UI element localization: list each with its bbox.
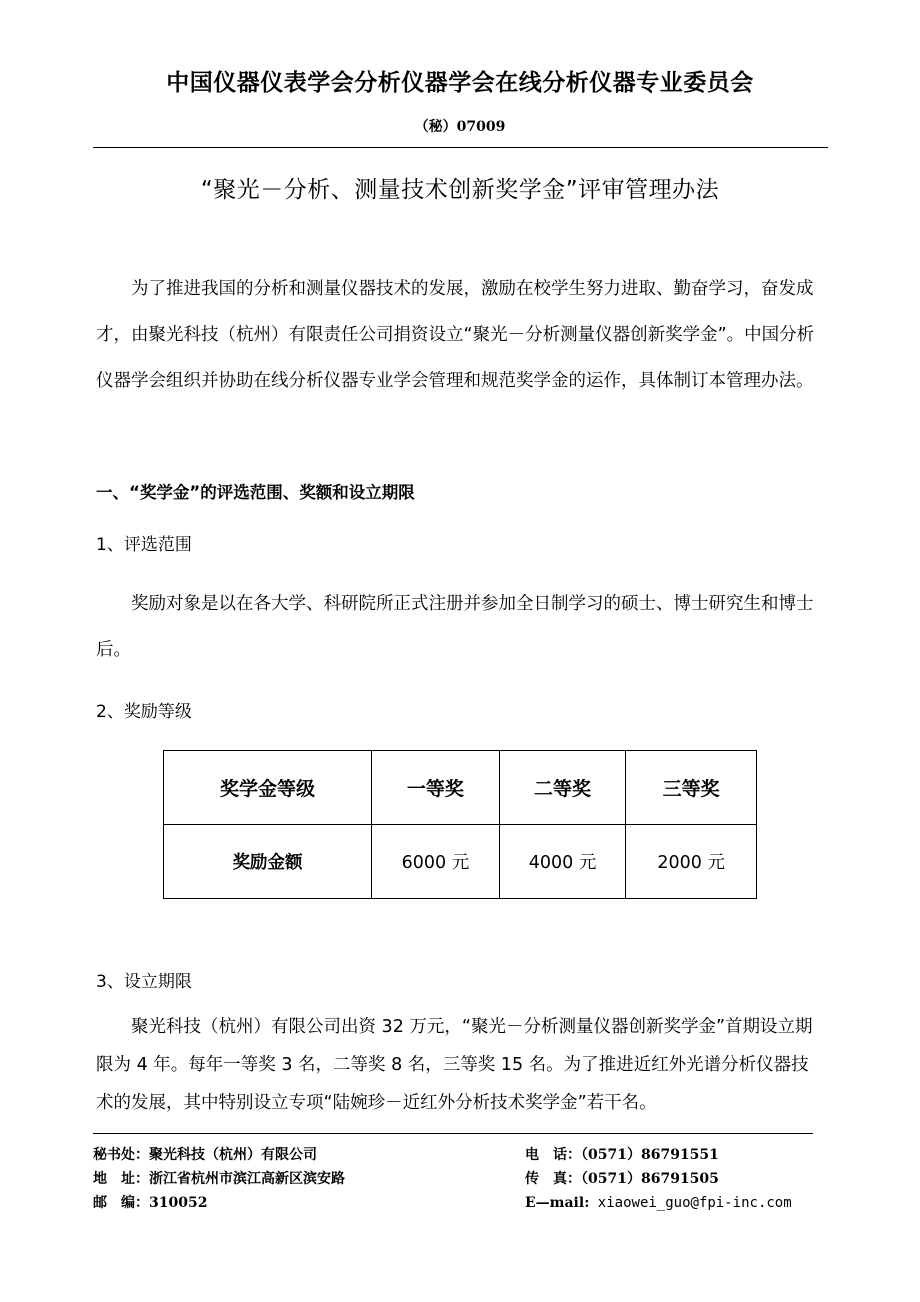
footer-fax: 传 真：（0571）86791505 (525, 1171, 719, 1187)
section1-heading: 一、“奖学金”的评选范围、奖额和设立期限 (96, 483, 415, 502)
table-cell: 二等奖 (499, 751, 626, 825)
header-divider (93, 147, 828, 148)
footer-email[interactable]: xiaowei_guo@fpi-inc.com (589, 1195, 792, 1211)
intro-paragraph: 为了推进我国的分析和测量仪器技术的发展，激励在校学生努力进取、勤奋学习，奋发成才，由聚光科技（杭州）有限责任公司捐资设立“聚光－分析测量仪器创新奖学金”。中国分析仪器学会组织并协助在线分析仪器专业学会管理和规范奖学金的运作，具体制订本管理办法。 (96, 279, 815, 391)
table-cell: 6000 元 (372, 825, 500, 899)
table-cell: 一等奖 (372, 751, 500, 825)
item2-title: 2、奖励等级 (96, 702, 192, 722)
document-title: “聚光－分析、测量技术创新奖学金”评审管理办法 (200, 177, 720, 203)
footer-left (93, 1143, 345, 1215)
table-cell: 奖学金等级 (164, 751, 372, 825)
footer-phone: 电 话：（0571）86791551 (525, 1147, 719, 1163)
table-cell: 2000 元 (626, 825, 757, 899)
footer-right (525, 1143, 792, 1215)
footer-email-row (525, 1191, 792, 1215)
table-cell: 三等奖 (626, 751, 757, 825)
table-header-row (164, 751, 757, 825)
item3-body: 聚光科技（杭州）有限公司出资 32 万元，“聚光－分析测量仪器创新奖学金”首期设立期限为 4 年。每年一等奖 3 名，二等奖 8 名，三等奖 15 名。为了推进近红外光谱分析仪器技术的发展，其中特别设立专项“陆婉珍－近红外分析技术奖学金”若干名。 (96, 1017, 813, 1113)
organization-name: 中国仪器仪表学会分析仪器学会在线分析仪器专业委员会 (166, 70, 754, 96)
footer-postcode: 邮 编：310052 (93, 1195, 208, 1211)
document-number: （秘）07009 (414, 119, 506, 135)
table-cell: 4000 元 (499, 825, 626, 899)
footer-divider (93, 1133, 813, 1134)
table-cell: 奖励金额 (164, 825, 372, 899)
item3-title: 3、设立期限 (96, 972, 192, 992)
table-row (164, 825, 757, 899)
footer-address: 地 址：浙江省杭州市滨江高新区滨安路 (93, 1171, 345, 1187)
footer-email-label: E—mail: (525, 1195, 590, 1211)
footer-secretariat: 秘书处：聚光科技（杭州）有限公司 (93, 1147, 317, 1163)
item1-body: 奖励对象是以在各大学、科研院所正式注册并参加全日制学习的硕士、博士研究生和博士后。 (96, 594, 814, 660)
item1-title: 1、评选范围 (96, 535, 192, 555)
award-table (163, 750, 757, 899)
